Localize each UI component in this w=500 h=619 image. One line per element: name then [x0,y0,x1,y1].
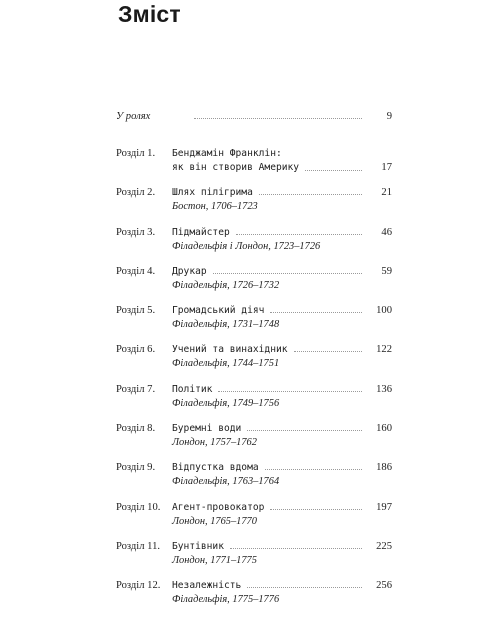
toc-entry-chapter-12[interactable] [116,579,392,607]
toc-entry-chapter-11[interactable] [116,540,392,568]
table-of-contents [116,110,392,619]
toc-entry-chapter-8[interactable] [116,422,392,450]
chapter-name: Агент-провокатор [172,501,265,513]
chapter-name: Буремні води [172,423,242,435]
chapter-name: Підмайстер [172,226,230,238]
dot-leader [270,304,362,313]
toc-entry-intro[interactable] [116,110,392,124]
dot-leader [294,343,362,352]
toc-entry-chapter-4[interactable] [116,265,392,293]
chapter-label: Розділ 5. [116,305,156,317]
toc-entry-chapter-6[interactable] [116,343,392,371]
chapter-subtitle: Лондон, 1765–1770 [172,515,257,527]
chapter-name: Шлях пілігрима [172,187,253,199]
dot-leader [218,383,362,392]
chapter-page-number: 186 [376,462,392,474]
toc-entry-chapter-3[interactable] [116,226,392,254]
chapter-page-number: 17 [381,162,392,173]
chapter-subtitle: Лондон, 1757–1762 [172,437,257,449]
chapter-page-number: 100 [376,305,392,317]
dot-leader [265,461,362,470]
dot-leader [247,579,362,588]
chapter-label: Розділ 12. [116,580,161,592]
chapter-label: Розділ 9. [116,462,156,474]
chapter-name: Політик [172,383,213,395]
chapter-page-number: 136 [376,383,392,395]
toc-entry-chapter-9[interactable] [116,461,392,489]
chapter-page-number: 197 [376,501,392,513]
chapter-subtitle: Лондон, 1771–1775 [172,554,257,566]
chapter-label: Розділ 2. [116,187,156,199]
chapter-page-number: 21 [381,187,392,199]
dot-leader [305,161,362,171]
toc-entry-chapter-10[interactable] [116,501,392,529]
dot-leader [270,501,362,510]
intro-page-number: 9 [386,111,392,122]
chapter-label: Розділ 11. [116,540,161,552]
chapter-label: Розділ 10. [116,501,161,513]
toc-entry-chapter-5[interactable] [116,304,392,332]
dot-leader [247,422,362,431]
chapter-page-number: 122 [376,344,392,356]
chapter-label: Розділ 4. [116,265,156,277]
chapter-name: Бенджамін Франклін: [172,148,282,159]
dot-leader [236,226,362,235]
chapter-subtitle: Філадельфія, 1731–1748 [172,319,280,331]
chapter-subtitle: Бостон, 1706–1723 [172,201,258,213]
chapter-page-number: 46 [381,226,392,238]
chapter-label: Розділ 8. [116,423,156,435]
chapter-page-number: 225 [376,540,392,552]
toc-entry-chapter-1[interactable] [116,147,392,175]
chapter-name: Учений та винахідник [172,344,288,356]
chapter-page-number: 256 [376,580,392,592]
chapter-label: Розділ 3. [116,226,156,238]
chapter-name: Бунтівник [172,540,224,552]
chapter-subtitle: Філадельфія, 1744–1751 [172,358,280,370]
dot-leader [230,540,362,549]
dot-leader [194,110,362,119]
toc-entry-chapter-7[interactable] [116,383,392,411]
chapter-label: Розділ 7. [116,383,156,395]
chapter-name: Незалежність [172,580,242,592]
chapter-page-number: 160 [376,423,392,435]
chapter-subtitle: Філадельфія, 1775–1776 [172,594,280,606]
intro-label: У ролях [116,111,151,122]
chapter-name: Відпустка вдома [172,462,259,474]
chapter-subtitle: Філадельфія і Лондон, 1723–1726 [172,240,321,252]
chapter-subtitle: Філадельфія, 1763–1764 [172,476,280,488]
chapter-name: Громадський діяч [172,305,265,317]
toc-entry-chapter-2[interactable] [116,186,392,214]
chapter-subtitle: Філадельфія, 1749–1756 [172,397,280,409]
page-title: Зміст [118,1,181,27]
chapter-subtitle: Філадельфія, 1726–1732 [172,279,280,291]
dot-leader [213,265,362,274]
chapter-label: Розділ 1. [116,148,156,159]
chapter-name-continued: як він створив Америку [172,162,300,173]
chapter-name: Друкар [172,265,207,277]
chapter-label: Розділ 6. [116,344,156,356]
chapter-page-number: 59 [381,265,392,277]
dot-leader [259,186,362,195]
